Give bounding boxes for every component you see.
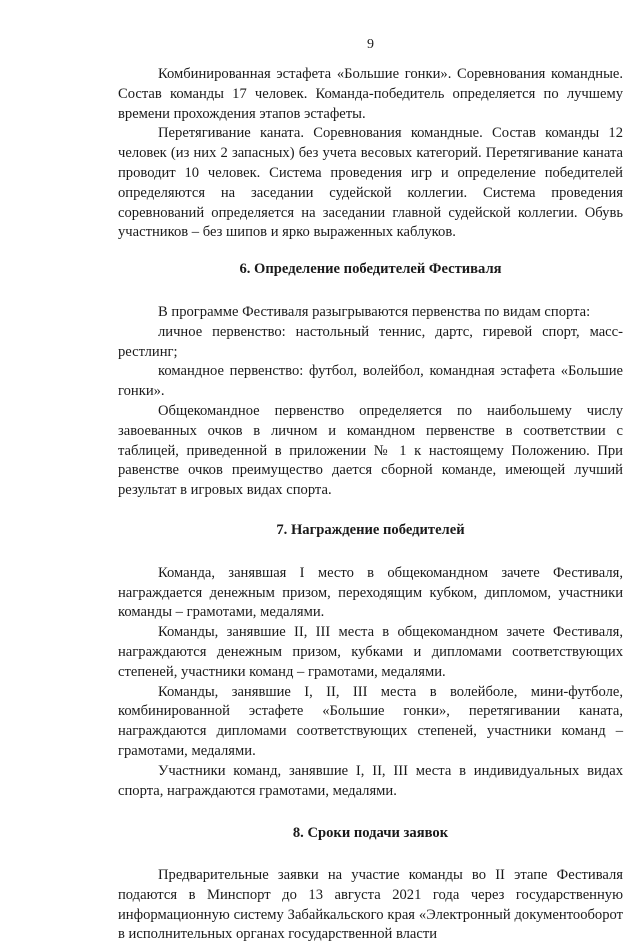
- paragraph-relay-race: Комбинированная эстафета «Большие гонки». Соревнования командные. Состав команды 17 человек. Команда-победитель определяется по лучшему времени прохождения этапов эстафеты.: [118, 66, 623, 122]
- paragraph-team-championship: командное первенство: футбол, волейбол, командная эстафета «Большие гонки».: [118, 363, 623, 400]
- paragraph-second-third-award: Команды, занявшие II, III места в общекомандном зачете Фестиваля, награждаются денежным призом, кубками и дипломами соответствующих степеней, участники команд – грамотами, медалями.: [118, 624, 623, 680]
- section-heading-deadlines: 8. Сроки подачи заявок: [292, 825, 449, 842]
- section-heading-awards: 7. Награждение победителей: [276, 521, 465, 538]
- paragraph-personal-championship: личное первенство: настольный теннис, дартс, гиревой спорт, масс-рестлинг;: [118, 323, 623, 360]
- paragraph-overall-championship: Общекомандное первенство определяется по наибольшему числу завоеванных очков в личном и командном первенстве в соответствии с таблицей, приведенной в приложении № 1 к настоящему Положению. При равенстве очков преимущество дается сборной команде, имеющей лучший результат в игровых видах спорта.: [118, 402, 623, 499]
- paragraph-tug-of-war: Перетягивание каната. Соревнования командные. Состав команды 12 человек (из них 2 запасных) без учета весовых категорий. Перетягивание каната проводит 10 человек. Система проведения игр и определение победителей определяются на заседании судейской коллегии. Система проведения соревнований определяется на заседании главной судейской коллегии. Обувь участников – без шипов и ярко выраженных каблуков.: [118, 125, 623, 241]
- paragraph-individual-award: Участники команд, занявшие I, II, III места в индивидуальных видах спорта, награждаются грамотами, медалями.: [118, 762, 623, 799]
- paragraph-sport-places-award: Команды, занявшие I, II, III места в волейболе, мини-футболе, комбинированной эстафете «Большие гонки», перетягивании каната, награждаются дипломами соответствующих степеней, участники команд – грамотами, медалями.: [118, 683, 623, 759]
- paragraph-first-place-award: Команда, занявшая I место в общекомандном зачете Фестиваля, награждается денежным призом, переходящим кубком, дипломом, участники команды – грамотами, медалями.: [118, 564, 623, 621]
- section-heading-winners: 6. Определение победителей Фестиваля: [239, 261, 502, 278]
- page-number: 9: [367, 37, 374, 52]
- paragraph-application-deadline: Предварительные заявки на участие команды во II этапе Фестиваля подаются в Минспорт до 13 августа 2021 года через государственную информационную систему Забайкальского края «Электронный документооборот в исполнительных органах государственной власти: [118, 867, 623, 943]
- document-page: [118, 36, 623, 945]
- paragraph-championships-intro: В программе Фестиваля разыгрываются первенства по видам спорта:: [158, 303, 591, 320]
